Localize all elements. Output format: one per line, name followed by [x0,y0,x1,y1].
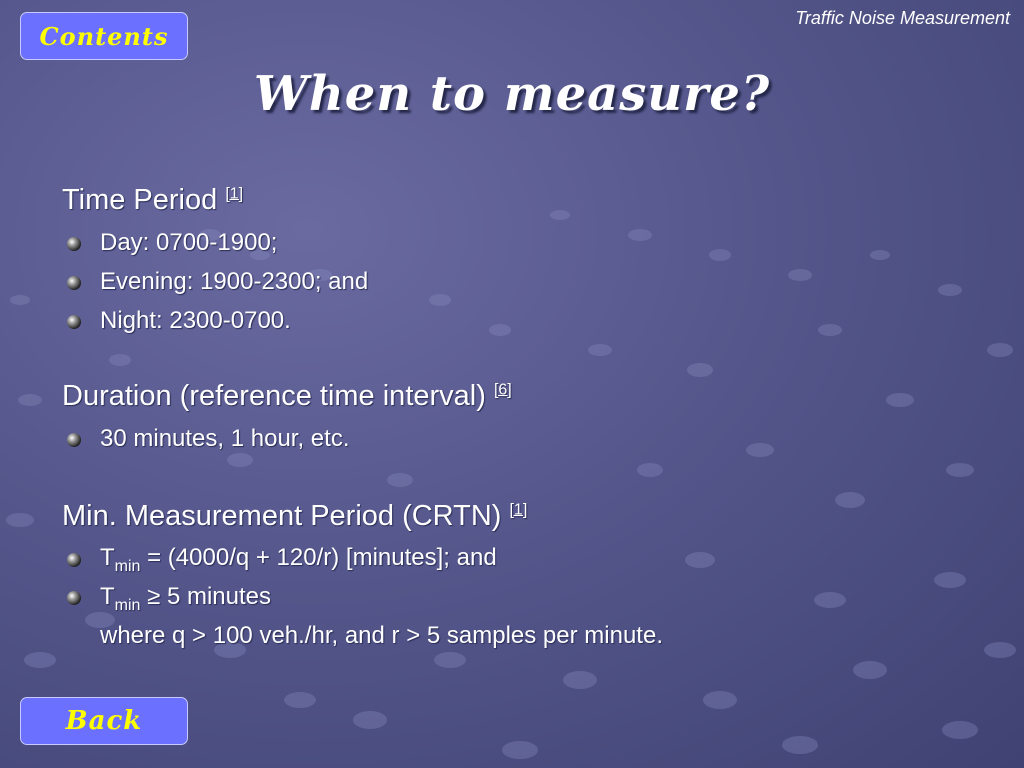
contents-button[interactable]: Contents [20,12,188,60]
formula-text: ≥ 5 minutes [140,583,272,610]
section-heading-text: Duration (reference time interval) [62,380,486,412]
formula-subscript: min [114,557,141,575]
bullet-icon [64,273,84,293]
section-heading-time-period [62,184,243,217]
section-heading-duration [62,380,512,413]
bullet-evening: Evening: 1900-2300; and [100,268,369,295]
bullet-day: Day: 0700-1900; [100,229,278,256]
formula-symbol: T [100,583,115,610]
reference-link[interactable]: [1] [509,501,528,519]
header-title: Traffic Noise Measurement [795,8,1010,28]
section-heading-min-period [62,500,527,533]
bullet-duration: 30 minutes, 1 hour, etc. [100,425,350,452]
bullet-tmin-formula [100,544,497,576]
back-button[interactable]: Back [20,697,188,745]
bullet-icon [64,234,84,254]
bullet-night: Night: 2300-0700. [100,307,291,334]
slide-title: When to measure? [253,66,771,122]
section-heading-text: Time Period [62,184,218,216]
formula-symbol: T [100,544,115,571]
reference-link[interactable]: [1] [225,185,244,203]
bullet-icon [64,588,84,608]
condition-note: where q > 100 veh./hr, and r > 5 samples per minute. [100,622,663,649]
bullet-icon [64,550,84,570]
reference-link[interactable]: [6] [493,381,512,399]
bullet-icon [64,312,84,332]
bullet-icon [64,430,84,450]
formula-text: = (4000/q + 120/r) [minutes]; and [140,544,497,571]
section-heading-text: Min. Measurement Period (CRTN) [62,500,502,532]
formula-subscript: min [114,596,141,614]
bullet-tmin-minimum [100,583,271,615]
